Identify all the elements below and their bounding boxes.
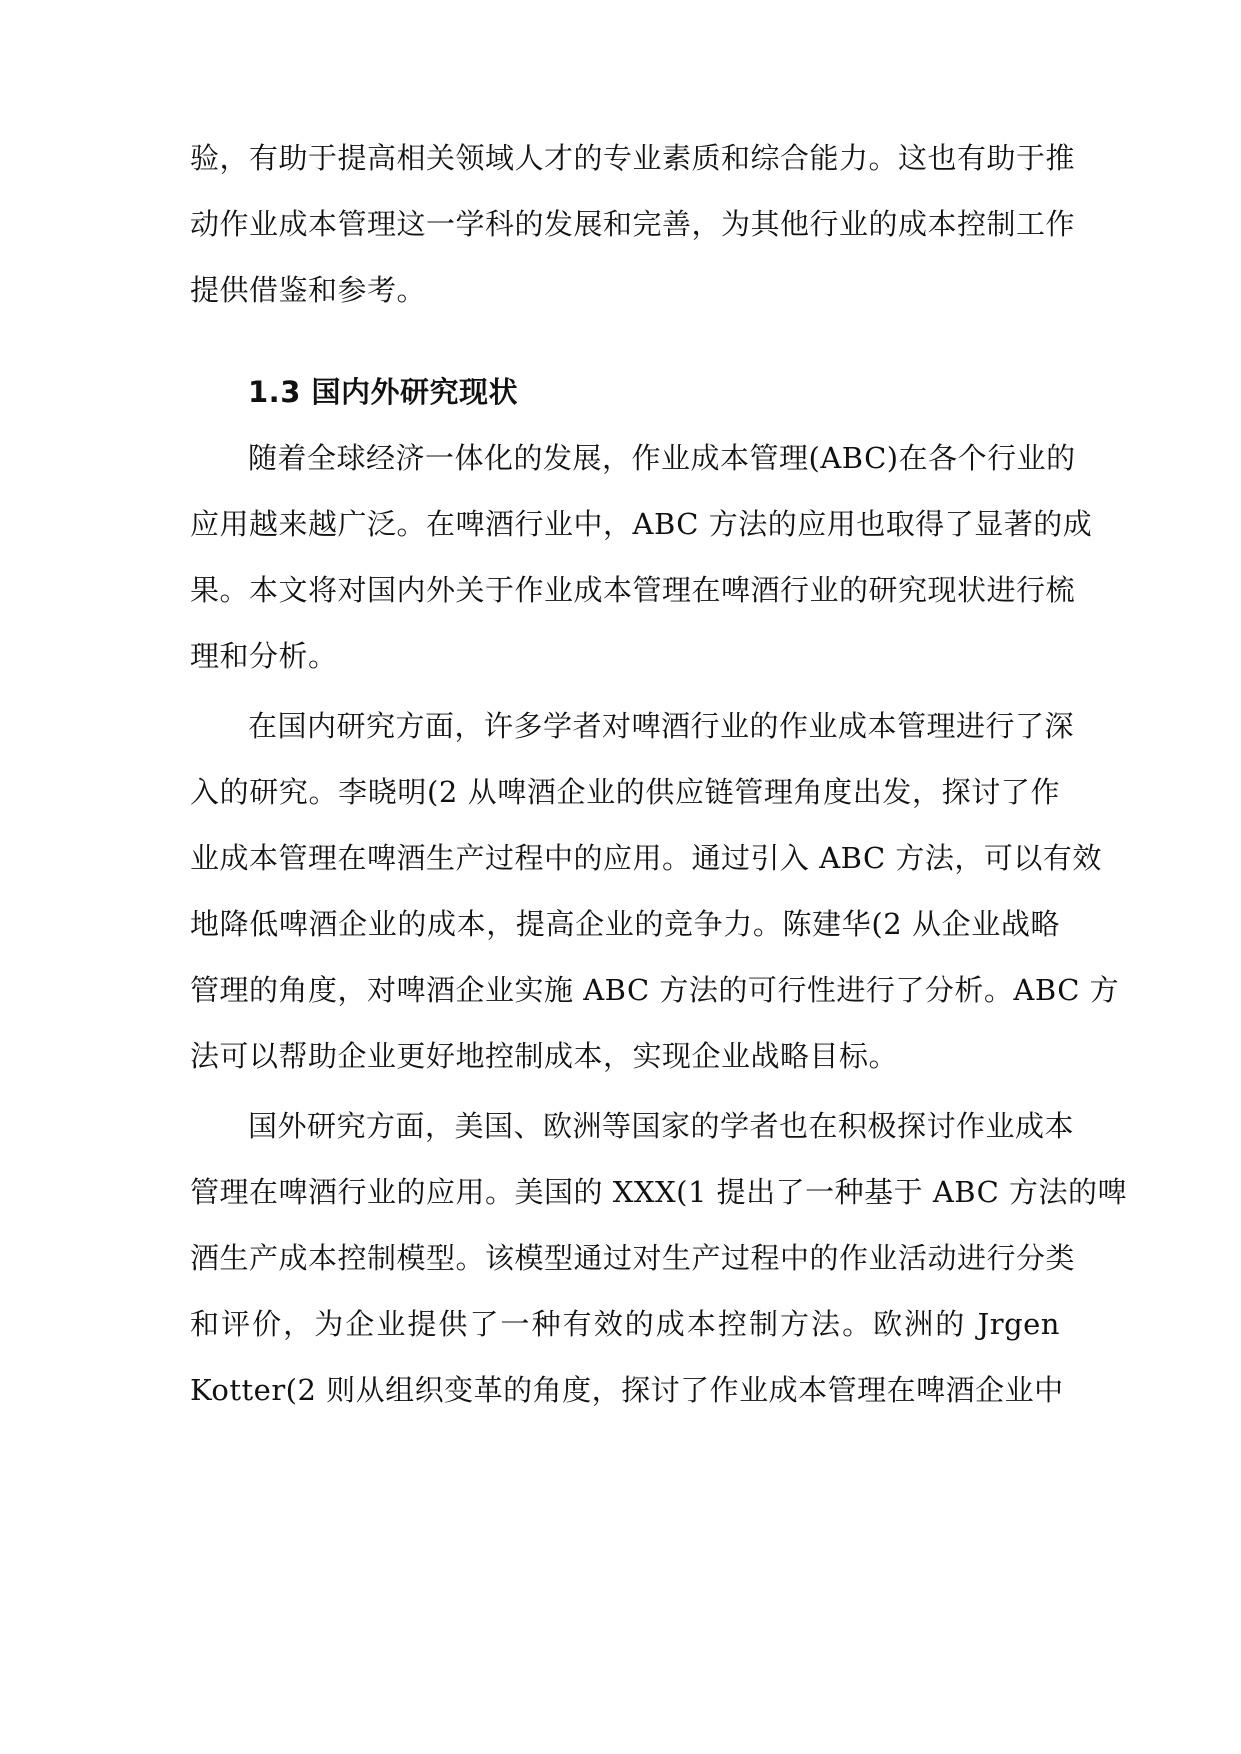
paragraph-1-line-4: 理和分析。 (190, 639, 338, 673)
paragraph-3-line-5: Kotter(2 则从组织变革的角度，探讨了作业成本管理在啤酒企业中 (190, 1373, 1064, 1407)
paragraph-2-line-1: 在国内研究方面，许多学者对啤酒行业的作业成本管理进行了深 (248, 709, 1075, 743)
paragraph-3-line-2: 管理在啤酒行业的应用。美国的 XXX(1 提出了一种基于 ABC 方法的啤 (190, 1175, 1128, 1209)
paragraph-2-line-2: 入的研究。李晓明(2 从啤酒企业的供应链管理角度出发，探讨了作 (190, 775, 1060, 809)
intro-line-2: 动作业成本管理这一学科的发展和完善，为其他行业的成本控制工作 (190, 207, 1076, 241)
paragraph-3-line-4: 和评价，为企业提供了一种有效的成本控制方法。欧洲的 Jrgen (190, 1307, 1060, 1341)
paragraph-3-line-3: 酒生产成本控制模型。该模型通过对生产过程中的作业活动进行分类 (190, 1241, 1076, 1275)
paragraph-2-line-6: 法可以帮助企业更好地控制成本，实现企业战略目标。 (190, 1039, 899, 1073)
paragraph-1-line-3: 果。本文将对国内外关于作业成本管理在啤酒行业的研究现状进行梳 (190, 573, 1076, 607)
paragraph-1-line-2: 应用越来越广泛。在啤酒行业中，ABC 方法的应用也取得了显著的成 (190, 507, 1093, 541)
paragraph-1-line-1: 随着全球经济一体化的发展，作业成本管理(ABC)在各个行业的 (248, 441, 1076, 475)
section-heading: 1.3 国内外研究现状 (248, 375, 518, 409)
intro-line-1: 验，有助于提高相关领域人才的专业素质和综合能力。这也有助于推 (190, 141, 1076, 175)
intro-line-3: 提供借鉴和参考。 (190, 273, 427, 307)
paragraph-2-line-3: 业成本管理在啤酒生产过程中的应用。通过引入 ABC 方法，可以有效 (190, 841, 1102, 875)
paragraph-3-line-1: 国外研究方面，美国、欧洲等国家的学者也在积极探讨作业成本 (248, 1109, 1075, 1143)
paragraph-2-line-4: 地降低啤酒企业的成本，提高企业的竞争力。陈建华(2 从企业战略 (190, 907, 1060, 941)
paragraph-2-line-5: 管理的角度，对啤酒企业实施 ABC 方法的可行性进行了分析。ABC 方 (190, 973, 1120, 1007)
